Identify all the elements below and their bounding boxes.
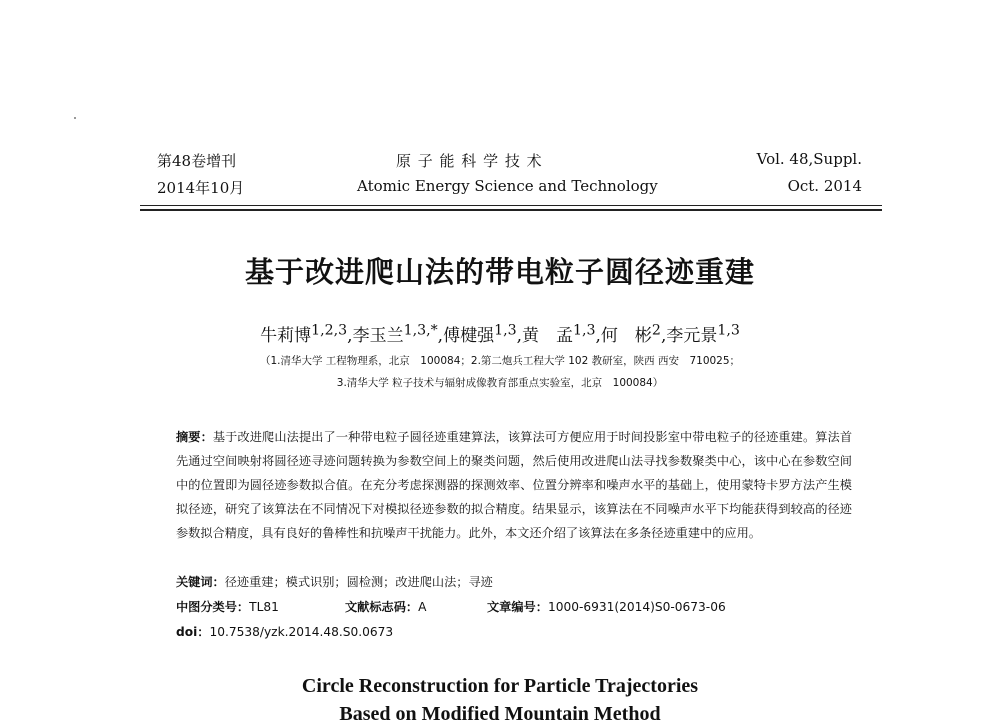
- paper-title-cn: 基于改进爬山法的带电粒子圆径迹重建: [244, 255, 755, 289]
- author: 何 彬$^2$,: [600, 322, 667, 346]
- article-number: 文章编号：1000-6931(2014)S0-0673-06: [487, 600, 726, 614]
- volume-en: Vol. 48,Suppl.: [756, 150, 862, 168]
- author: 李元景$^{1,3}$: [666, 322, 740, 346]
- paper-title-en-line-2: Based on Modified Mountain Method: [339, 703, 661, 725]
- abstract-text: 基于改进爬山法提出了一种带电粒子圆径迹重建算法，该算法可方便应用于时间投影室中带电粒子的径迹重建。算法首先通过空间映射将圆径迹寻迹问题转换为参数空间上的聚类问题，然后使用改进爬山法寻找参数聚类中心，该中心在参数空间中的位置即为圆径迹参数拟合值。在充分考虑探测器的探测效率、位置分辨率和噪声水平的基础上，使用蒙特卡罗方法产生模拟径迹，研究了该算法在不同情况下对模拟径迹参数的拟合精度。结果显示，该算法在不同噪声水平下均能获得到较高的径迹参数拟合精度，具有良好的鲁棒性和抗噪声干扰能力。此外，本文还介绍了该算法在多条径迹重建中的应用。: [176, 430, 853, 540]
- journal-title-en: Atomic Energy Science and Technology: [357, 177, 658, 195]
- abstract: [176, 425, 852, 545]
- author: 傅楗强$^{1,3}$,: [443, 322, 522, 346]
- keywords: 关键词：径迹重建；模式识别；圆检测；改进爬山法；寻迹: [176, 575, 493, 589]
- affiliation-line-2: 3.清华大学 粒子技术与辐射成像教育部重点实验室，北京 100084）: [336, 377, 664, 389]
- affiliation-line-1: （1.清华大学 工程物理系，北京 100084；2.第二炮兵工程大学 102 教研室，陕西 西安 710025；: [259, 355, 741, 367]
- author: 牛莉博$^{1,2,3}$,: [260, 322, 353, 346]
- doi: doi：10.7538/yzk.2014.48.S0.0673: [176, 625, 394, 639]
- paper-title-en-line-1: Circle Reconstruction for Particle Trajectories: [301, 675, 699, 697]
- author-list: [0, 321, 1000, 346]
- date-cn: 2014年10月: [157, 179, 245, 197]
- journal-title-cn: 原 子 能 科 学 技 术: [396, 152, 543, 170]
- header-rule-thick: [140, 209, 882, 211]
- document-code: 文献标志码：A: [345, 600, 427, 614]
- volume-cn: 第48卷增刊: [157, 152, 237, 170]
- author: 黄 孟$^{1,3}$,: [522, 322, 601, 346]
- author: 李玉兰$^{1,3,*}$,: [352, 322, 444, 346]
- abstract-label: 摘要：: [176, 430, 213, 444]
- scan-speck: [74, 117, 76, 119]
- clc-number: 中图分类号：TL81: [176, 600, 279, 614]
- date-en: Oct. 2014: [787, 177, 862, 195]
- header-rule-thin: [140, 205, 882, 206]
